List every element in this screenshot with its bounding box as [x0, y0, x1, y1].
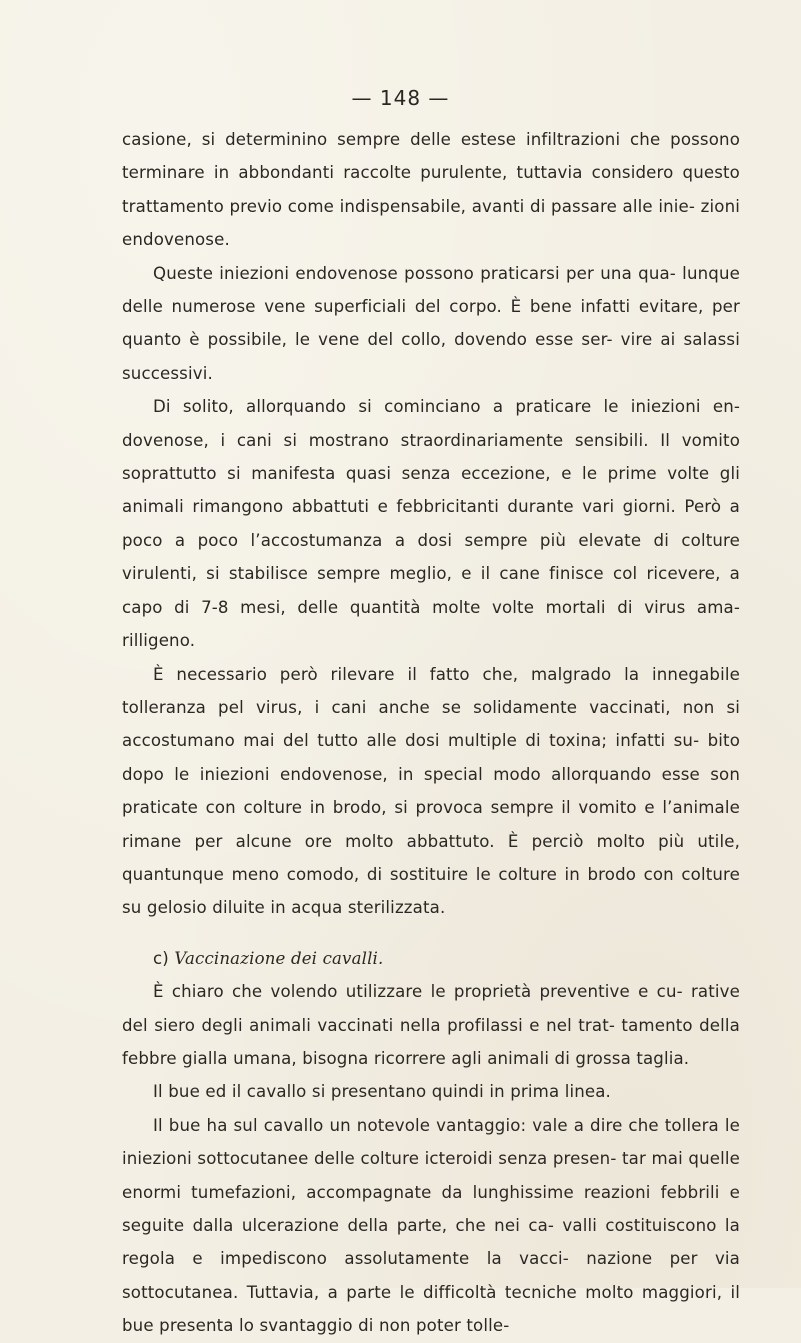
paragraph: È necessario però rilevare il fatto che, malgrado la innegabile tolleranza pel virus, i cani anche se solidamente vaccinati, non si accostumano mai del tutto alle dosi multiple di toxina; infatti su- bito dopo le iniezioni endovenose, in special modo allorquando esse son praticate con colture in brodo, si provoca sempre il vomito e l’animale rimane per alcune ore molto abbattuto. È perciò molto più utile, quantunque meno comodo, di sostituire le colture in brodo con colture su gelosio diluite in acqua sterilizzata.: [122, 664, 740, 918]
page-number: — 148 —: [351, 86, 450, 110]
paragraph: È chiaro che volendo utilizzare le proprietà preventive e cu- rative del siero degli animali vaccinati nella profilassi e nel trat- tamento della febbre gialla umana, bisogna ricorrere agli animali di grossa taglia.: [122, 982, 740, 1068]
paragraph: Di solito, allorquando si cominciano a praticare le iniezioni en- dovenose, i cani si mostrano straordinariamente sensibili. Il vomito soprattutto si manifesta quasi senza eccezione, e le prime volte gli animali rimangono abbattuti e febbricitanti durante vari giorni. Però a poco a poco l’accostumanza a dosi sempre più elevate di colture virulenti, si stabilisce sempre meglio, e il cane finisce col ricevere, a capo di 7-8 mesi, delle quantità molte volte mortali di virus ama- rilligeno.: [122, 397, 740, 651]
paragraph: Il bue ed il cavallo si presentano quindi in prima linea.: [153, 1082, 611, 1102]
paragraph: Il bue ha sul cavallo un notevole vantaggio: vale a dire che tollera le iniezioni sottocutanee delle colture icteroidi senza presen- tar mai quelle enormi tumefazioni, accompagnate da lunghissime reazioni febbrili e seguite dalla ulcerazione della parte, che nei ca- valli costituiscono la regola e impediscono assolutamente la vacci- nazione per via sottocutanea. Tuttavia, a parte le difficoltà tecniche molto maggiori, il bue presenta lo svantaggio di non poter tolle-: [122, 1115, 740, 1336]
section-heading: [122, 942, 740, 975]
paragraph: Queste iniezioni endovenose possono praticarsi per una qua- lunque delle numerose vene superficiali del corpo. È bene infatti evitare, per quanto è possibile, le vene del collo, dovendo esse ser- vire ai salassi successivi.: [122, 263, 740, 383]
section-label: c): [153, 948, 169, 968]
body-text: [122, 123, 740, 1343]
paragraph-continuation: casione, si determinino sempre delle estese infiltrazioni che possono terminare in abbondanti raccolte purulente, tuttavia considero questo trattamento previo come indispensabile, avanti di passare alle inie- zioni endovenose.: [122, 130, 740, 250]
section-title: Vaccinazione dei cavalli.: [174, 948, 384, 968]
